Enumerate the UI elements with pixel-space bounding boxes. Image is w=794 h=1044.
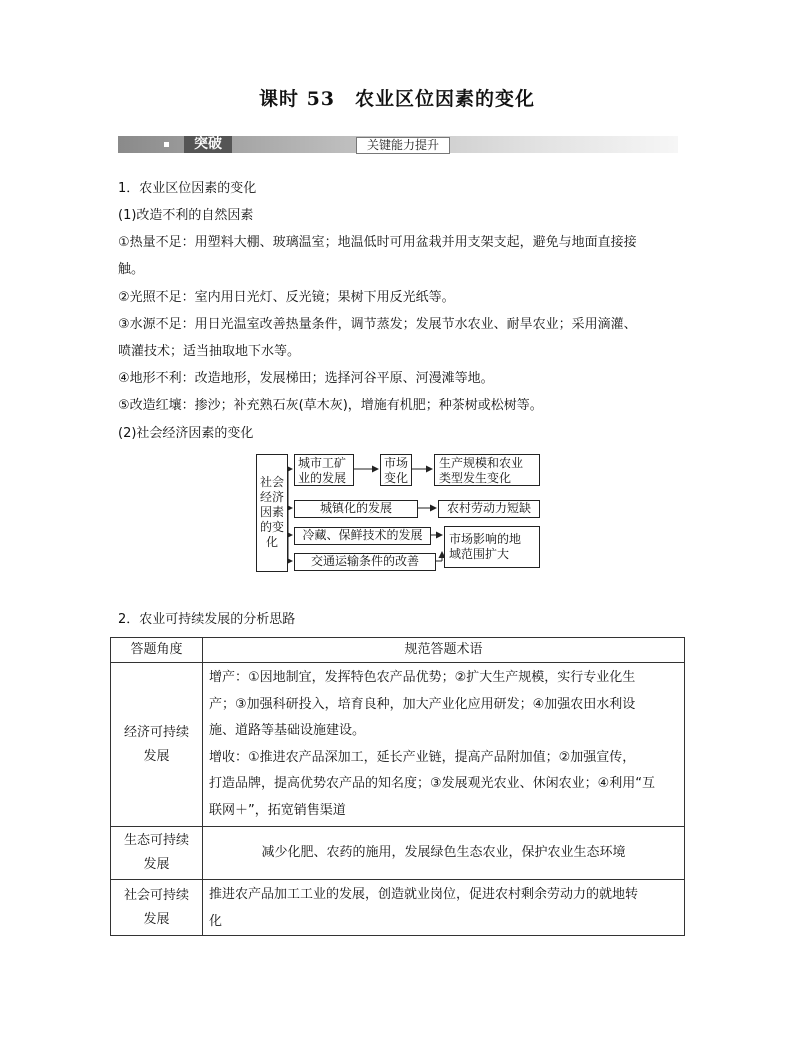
diagram-text: 市场 bbox=[384, 456, 409, 470]
section1-heading: 1．农业区位因素的变化 bbox=[118, 181, 257, 196]
section-banner bbox=[118, 136, 678, 153]
page-title: 课时 53 农业区位因素的变化 bbox=[258, 88, 536, 110]
banner-square-icon bbox=[164, 142, 169, 147]
table-cell-angle bbox=[111, 827, 203, 880]
section2-heading: 2．农业可持续发展的分析思路 bbox=[118, 612, 296, 627]
cell-line: 发展 bbox=[143, 911, 170, 927]
text-line: ④地形不利：改造地形，发展梯田；选择河谷平原、河漫滩等地。 bbox=[118, 371, 494, 386]
cell-line: 生态可持续 bbox=[123, 833, 189, 848]
banner-tag: 突破 bbox=[184, 136, 232, 153]
cell-line: 发展 bbox=[143, 748, 170, 764]
diagram-text: 城市工矿 bbox=[298, 456, 347, 470]
table-cell-content bbox=[203, 880, 685, 936]
section1-sub2: (2)社会经济因素的变化 bbox=[118, 426, 254, 441]
table-row bbox=[111, 663, 685, 827]
diagram-text: 变化 bbox=[384, 471, 409, 485]
text-line: 触。 bbox=[118, 262, 145, 277]
text-line: ②光照不足：室内用日光灯、反光镜；果树下用反光纸等。 bbox=[118, 290, 455, 305]
table-header: 规范答题术语 bbox=[203, 638, 685, 663]
diagram-root-box bbox=[256, 454, 288, 572]
cell-line: 社会可持续 bbox=[123, 887, 189, 903]
table-cell-content bbox=[203, 663, 685, 827]
banner-subtitle: 关键能力提升 bbox=[356, 137, 450, 154]
table-row bbox=[111, 880, 685, 936]
section1-sub1: (1)改造不利的自然因素 bbox=[118, 208, 254, 223]
flow-diagram bbox=[256, 454, 540, 572]
diagram-root-text: 经济 bbox=[259, 490, 284, 504]
diagram-box-urbanization: 城镇化的发展 bbox=[294, 500, 418, 518]
diagram-box-market-change bbox=[380, 454, 412, 486]
diagram-box-cold-storage: 冷藏、保鲜技术的发展 bbox=[294, 527, 431, 545]
diagram-box-transport: 交通运输条件的改善 bbox=[294, 553, 436, 571]
answer-terms-table bbox=[110, 637, 685, 936]
text-line: ⑤改造红壤：掺沙；补充熟石灰(草木灰)，增施有机肥；种茶树或松树等。 bbox=[118, 398, 543, 413]
cell-line: 化 bbox=[209, 914, 223, 929]
diagram-box-urban-industry bbox=[294, 454, 354, 486]
diagram-root-text: 的变 bbox=[259, 520, 284, 534]
diagram-text: 市场影响的地 bbox=[449, 532, 522, 546]
diagram-box-labor-shortage: 农村劳动力短缺 bbox=[438, 500, 540, 518]
cell-line: 联网＋”，拓宽销售渠道 bbox=[209, 802, 346, 818]
text-line: ③水源不足：用日光温室改善热量条件，调节蒸发；发展节水农业、耐旱农业；采用滴灌、 bbox=[118, 317, 637, 332]
cell-line: 产；③加强科研投入，培育良种，加大产业化应用研发；④加强农田水利设 bbox=[209, 696, 636, 712]
cell-line: 推进农产品加工工业的发展，创造就业岗位，促进农村剩余劳动力的就地转 bbox=[209, 887, 639, 902]
diagram-root-text: 化 bbox=[265, 535, 278, 549]
diagram-box-market-range bbox=[444, 526, 540, 568]
table-header: 答题角度 bbox=[111, 638, 203, 663]
table-cell-angle bbox=[111, 663, 203, 827]
cell-line: 增产：①因地制宜，发挥特色农产品优势；②扩大生产规模，实行专业化生 bbox=[209, 670, 636, 685]
table-cell-angle bbox=[111, 880, 203, 936]
cell-line: 经济可持续 bbox=[123, 724, 189, 740]
diagram-text: 业的发展 bbox=[298, 471, 347, 485]
cell-line: 施、道路等基础设施建设。 bbox=[209, 723, 366, 738]
table-cell-content bbox=[203, 827, 685, 880]
diagram-text: 类型发生变化 bbox=[439, 471, 512, 485]
table-header-row bbox=[111, 638, 685, 663]
text-line: ①热量不足：用塑料大棚、玻璃温室；地温低时可用盆栽并用支架支起，避免与地面直接接 bbox=[118, 235, 637, 250]
diagram-root-text: 社会 bbox=[259, 475, 284, 489]
diagram-text: 域范围扩大 bbox=[449, 547, 510, 561]
diagram-root-text: 因素 bbox=[259, 505, 284, 519]
cell-line: 减少化肥、农药的施用，发展绿色生态农业，保护农业生态环境 bbox=[261, 845, 626, 860]
text-line: 喷灌技术；适当抽取地下水等。 bbox=[118, 344, 301, 359]
table-row bbox=[111, 827, 685, 880]
cell-line: 发展 bbox=[143, 857, 170, 872]
diagram-text: 生产规模和农业 bbox=[439, 456, 524, 470]
diagram-box-production-change bbox=[434, 454, 540, 486]
cell-line: 增收：①推进农产品深加工，延长产业链，提高产品附加值；②加强宣传， bbox=[209, 749, 636, 765]
cell-line: 打造品牌，提高优势农产品的知名度；③发展观光农业、休闲农业；④利用“互 bbox=[209, 776, 656, 791]
